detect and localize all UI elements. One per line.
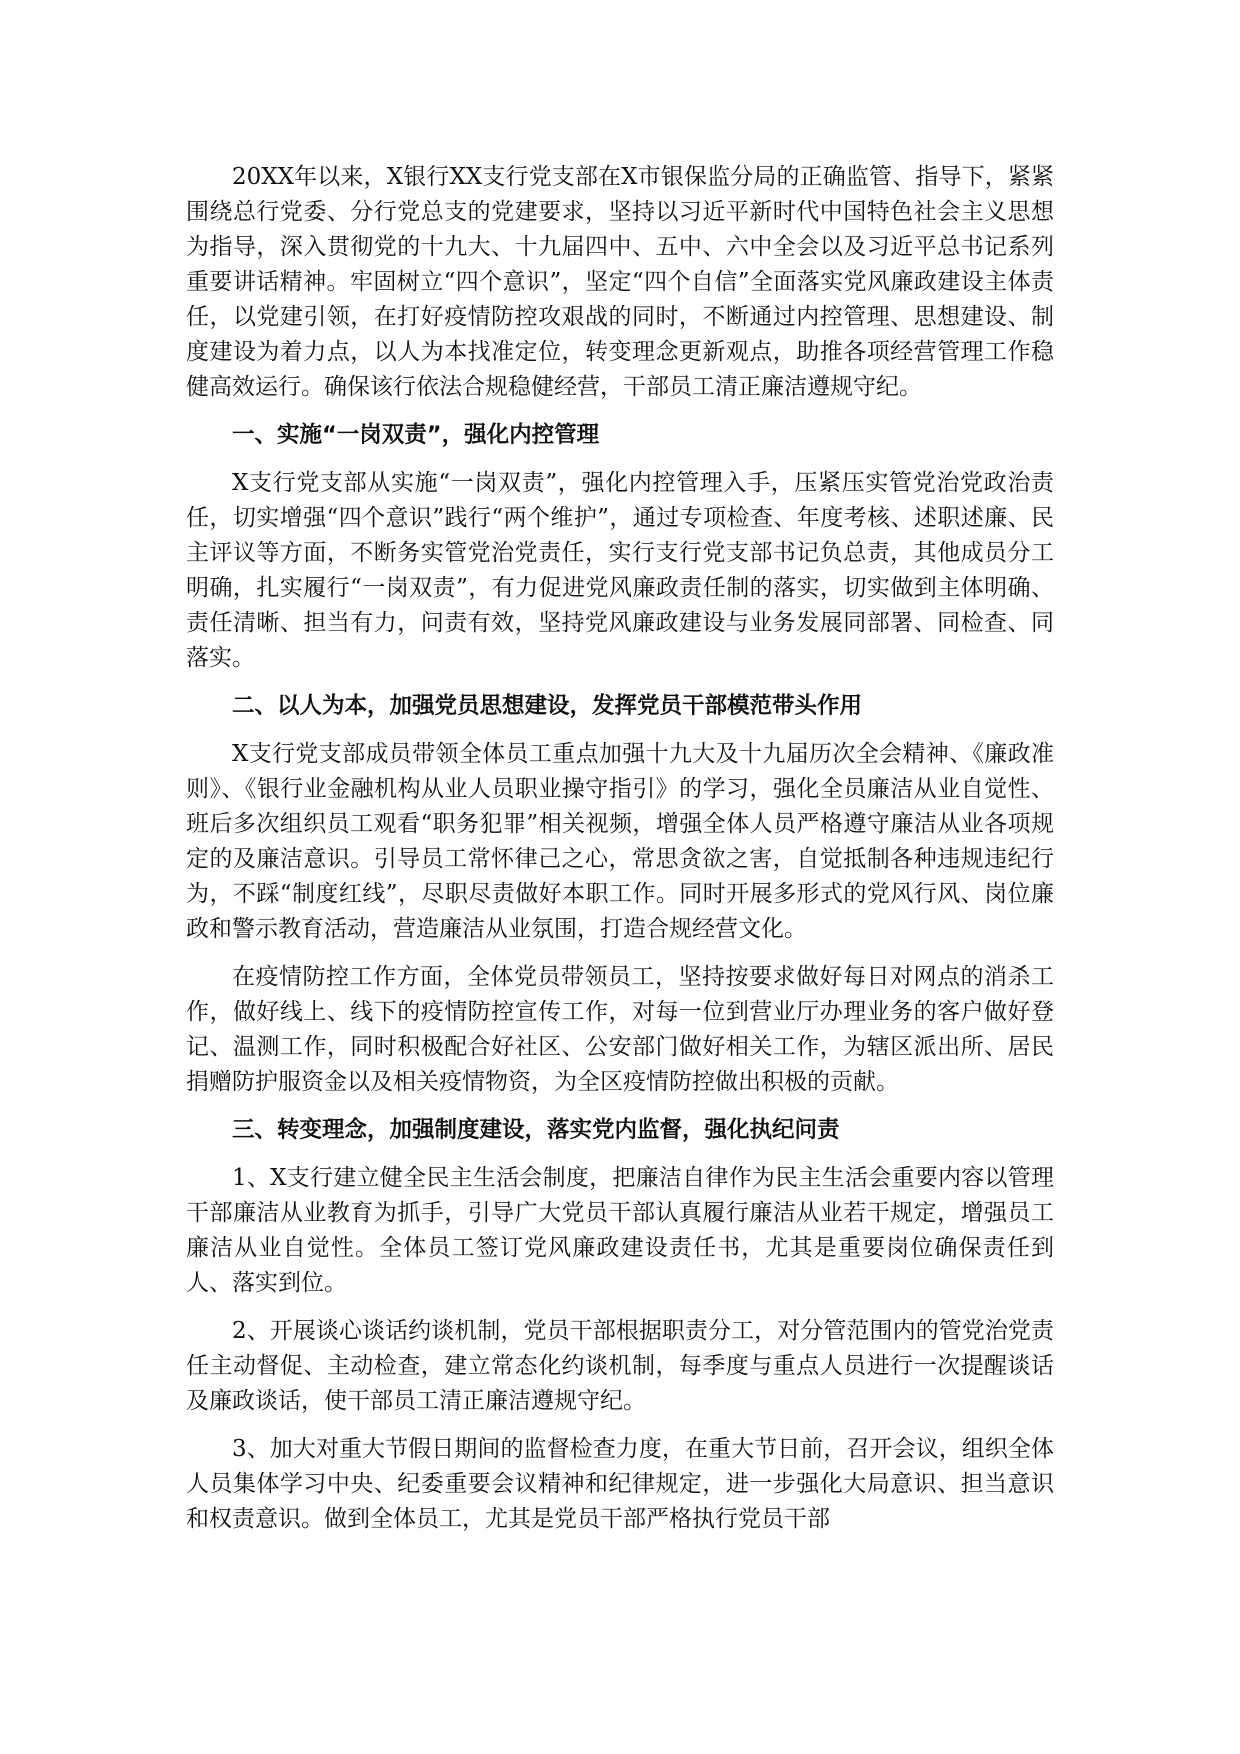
section-3-paragraph-3: 3、加大对重大节假日期间的监督检查力度，在重大节日前，召开会议，组织全体人员集体学习中央、纪委重要会议精神和纪律规定，进一步强化大局意识、担当意识和权责意识。做到全体员工，尤其是党员干部严格执行党员干部 <box>186 1436 1054 1532</box>
document-body <box>186 160 1054 1550</box>
section-1-paragraph-1: X支行党支部从实施“一岗双责”，强化内控管理入手，压紧压实管党治党政治责任，切实增强“四个意识”践行“两个维护”，通过专项检查、年度考核、述职述廉、民主评议等方面，不断务实管党治党责任，实行支行党支部书记负总责，其他成员分工明确，扎实履行“一岗双责”，有力促进党风廉政责任制的落实，切实做到主体明确、责任清晰、担当有力，问责有效，坚持党风廉政建设与业务发展同部署、同检查、同落实。 <box>186 470 1054 671</box>
section-2-paragraph-1: X支行党支部成员带领全体员工重点加强十九大及十九届历次全会精神、《廉政准则》、《银行业金融机构从业人员职业操守指引》的学习，强化全员廉洁从业自觉性、班后多次组织员工观看“职务犯罪”相关视频，增强全体人员严格遵守廉洁从业各项规定的及廉洁意识。引导员工常怀律己之心，常思贪欲之害，自觉抵制各种违规违纪行为，不踩“制度红线”，尽职尽责做好本职工作。同时开展多形式的党风行风、岗位廉政和警示教育活动，营造廉洁从业氛围，打造合规经营文化。 <box>186 741 1054 942</box>
section-3-paragraph-1: 1、X支行建立健全民主生活会制度，把廉洁自律作为民主生活会重要内容以管理干部廉洁从业教育为抓手，引导广大党员干部认真履行廉洁从业若干规定，增强员工廉洁从业自觉性。全体员工签订党风廉政建设责任书，尤其是重要岗位确保责任到人、落实到位。 <box>186 1165 1054 1296</box>
section-3-heading: 三、转变理念，加强制度建设，落实党内监督，强化执纪问责 <box>232 1117 840 1143</box>
section-3-paragraph-2: 2、开展谈心谈话约谈机制，党员干部根据职责分工，对分管范围内的管党治党责任主动督促、主动检查，建立常态化约谈机制，每季度与重点人员进行一次提醒谈话及廉政谈话，使干部员工清正廉洁遵规守纪。 <box>186 1318 1054 1414</box>
intro-paragraph: 20XX年以来，X银行XX支行党支部在X市银保监分局的正确监管、指导下，紧紧围绕总行党委、分行党总支的党建要求，坚持以习近平新时代中国特色社会主义思想为指导，深入贯彻党的十九大、十九届四中、五中、六中全会以及习近平总书记系列重要讲话精神。牢固树立“四个意识”，坚定“四个自信”全面落实党风廉政建设主体责任，以党建引领，在打好疫情防控攻艰战的同时，不断通过内控管理、思想建设、制度建设为着力点，以人为本找准定位，转变理念更新观点，助推各项经营管理工作稳健高效运行。确保该行依法合规稳健经营，干部员工清正廉洁遵规守纪。 <box>186 164 1054 400</box>
section-2-paragraph-2: 在疫情防控工作方面，全体党员带领员工，坚持按要求做好每日对网点的消杀工作，做好线上、线下的疫情防控宣传工作，对每一位到营业厅办理业务的客户做好登记、温测工作，同时积极配合好社区、公安部门做好相关工作，为辖区派出所、居民捐赠防护服资金以及相关疫情物资，为全区疫情防控做出积极的贡献。 <box>186 964 1054 1095</box>
section-1-heading: 一、实施“一岗双责”，强化内控管理 <box>232 422 600 448</box>
section-2-heading: 二、以人为本，加强党员思想建设，发挥党员干部模范带头作用 <box>232 693 863 719</box>
